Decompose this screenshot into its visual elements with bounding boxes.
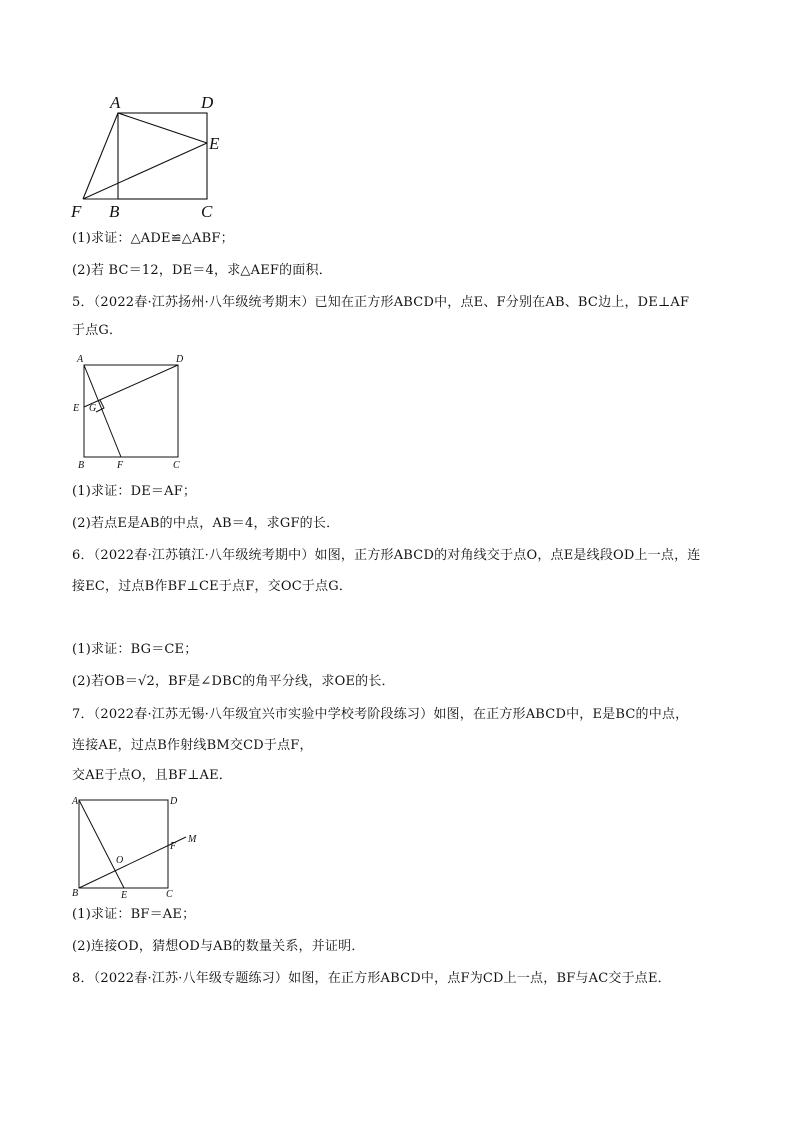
q5-stem-line1: 5．（2022春·江苏扬州·八年级统考期末）已知在正方形ABCD中，点E、F分别在AB、BC边上，DE⊥AF (72, 295, 690, 310)
q8-stem-line1: 8．（2022春·江苏·八年级专题练习）如图，在正方形ABCD中，点F为CD上一点，BF与AC交于点E． (72, 971, 671, 986)
label-M: M (188, 834, 197, 845)
q4-part1: (1)求证：△ADE≌△ABF； (72, 231, 234, 246)
label-F: F (117, 460, 124, 471)
label-E: E (73, 403, 80, 414)
label-C: C (201, 202, 213, 221)
q5-part2: (2)若点E是AB的中点，AB＝4，求GF的长． (72, 516, 340, 531)
q7-part1: (1)求证：BF＝AE； (72, 907, 196, 922)
label-G: G (89, 403, 97, 414)
q4-part2: (2)若 BC＝12，DE＝4，求△AEF的面积． (72, 263, 332, 278)
label-B: B (78, 460, 85, 471)
q5-stem-line2: 于点G． (72, 323, 123, 338)
label-F: F (71, 202, 82, 221)
label-C: C (166, 889, 173, 900)
label-D: D (170, 796, 178, 807)
label-D: D (176, 354, 184, 365)
q5-part1: (1)求证：DE＝AF； (72, 484, 197, 499)
label-A: A (77, 354, 84, 365)
q7-stem-line1: 7．（2022春·江苏无锡·八年级宜兴市实验中学校考阶段练习）如图，在正方形ABCD中，E是BC的中点， (72, 707, 689, 722)
label-F: F (170, 841, 177, 852)
label-B: B (72, 888, 79, 899)
q6-stem-line2: 接EC，过点B作BF⊥CE于点F，交OC于点G． (72, 579, 353, 594)
q7-part2: (2)连接OD，猜想OD与AB的数量关系，并证明． (72, 939, 365, 954)
label-E: E (209, 134, 220, 153)
label-C: C (173, 460, 180, 471)
label-B: B (109, 202, 120, 221)
q7-stem-line3: 交AE于点O，且BF⊥AE． (72, 768, 233, 783)
q7-stem-line2: 连接AE，过点B作射线BM交CD于点F， (72, 738, 313, 753)
label-D: D (201, 93, 214, 112)
label-E: E (121, 890, 128, 901)
label-O: O (116, 855, 124, 866)
q6-stem-line1: 6．（2022春·江苏镇江·八年级统考期中）如图，正方形ABCD的对角线交于点O，点E是线段OD上一点，连 (72, 548, 701, 563)
label-A: A (72, 796, 79, 807)
q6-part1: (1)求证：BG＝CE； (72, 642, 198, 657)
q6-part2: (2)若OB＝√2，BF是∠DBC的角平分线，求OE的长． (72, 674, 395, 689)
label-A: A (110, 93, 121, 112)
